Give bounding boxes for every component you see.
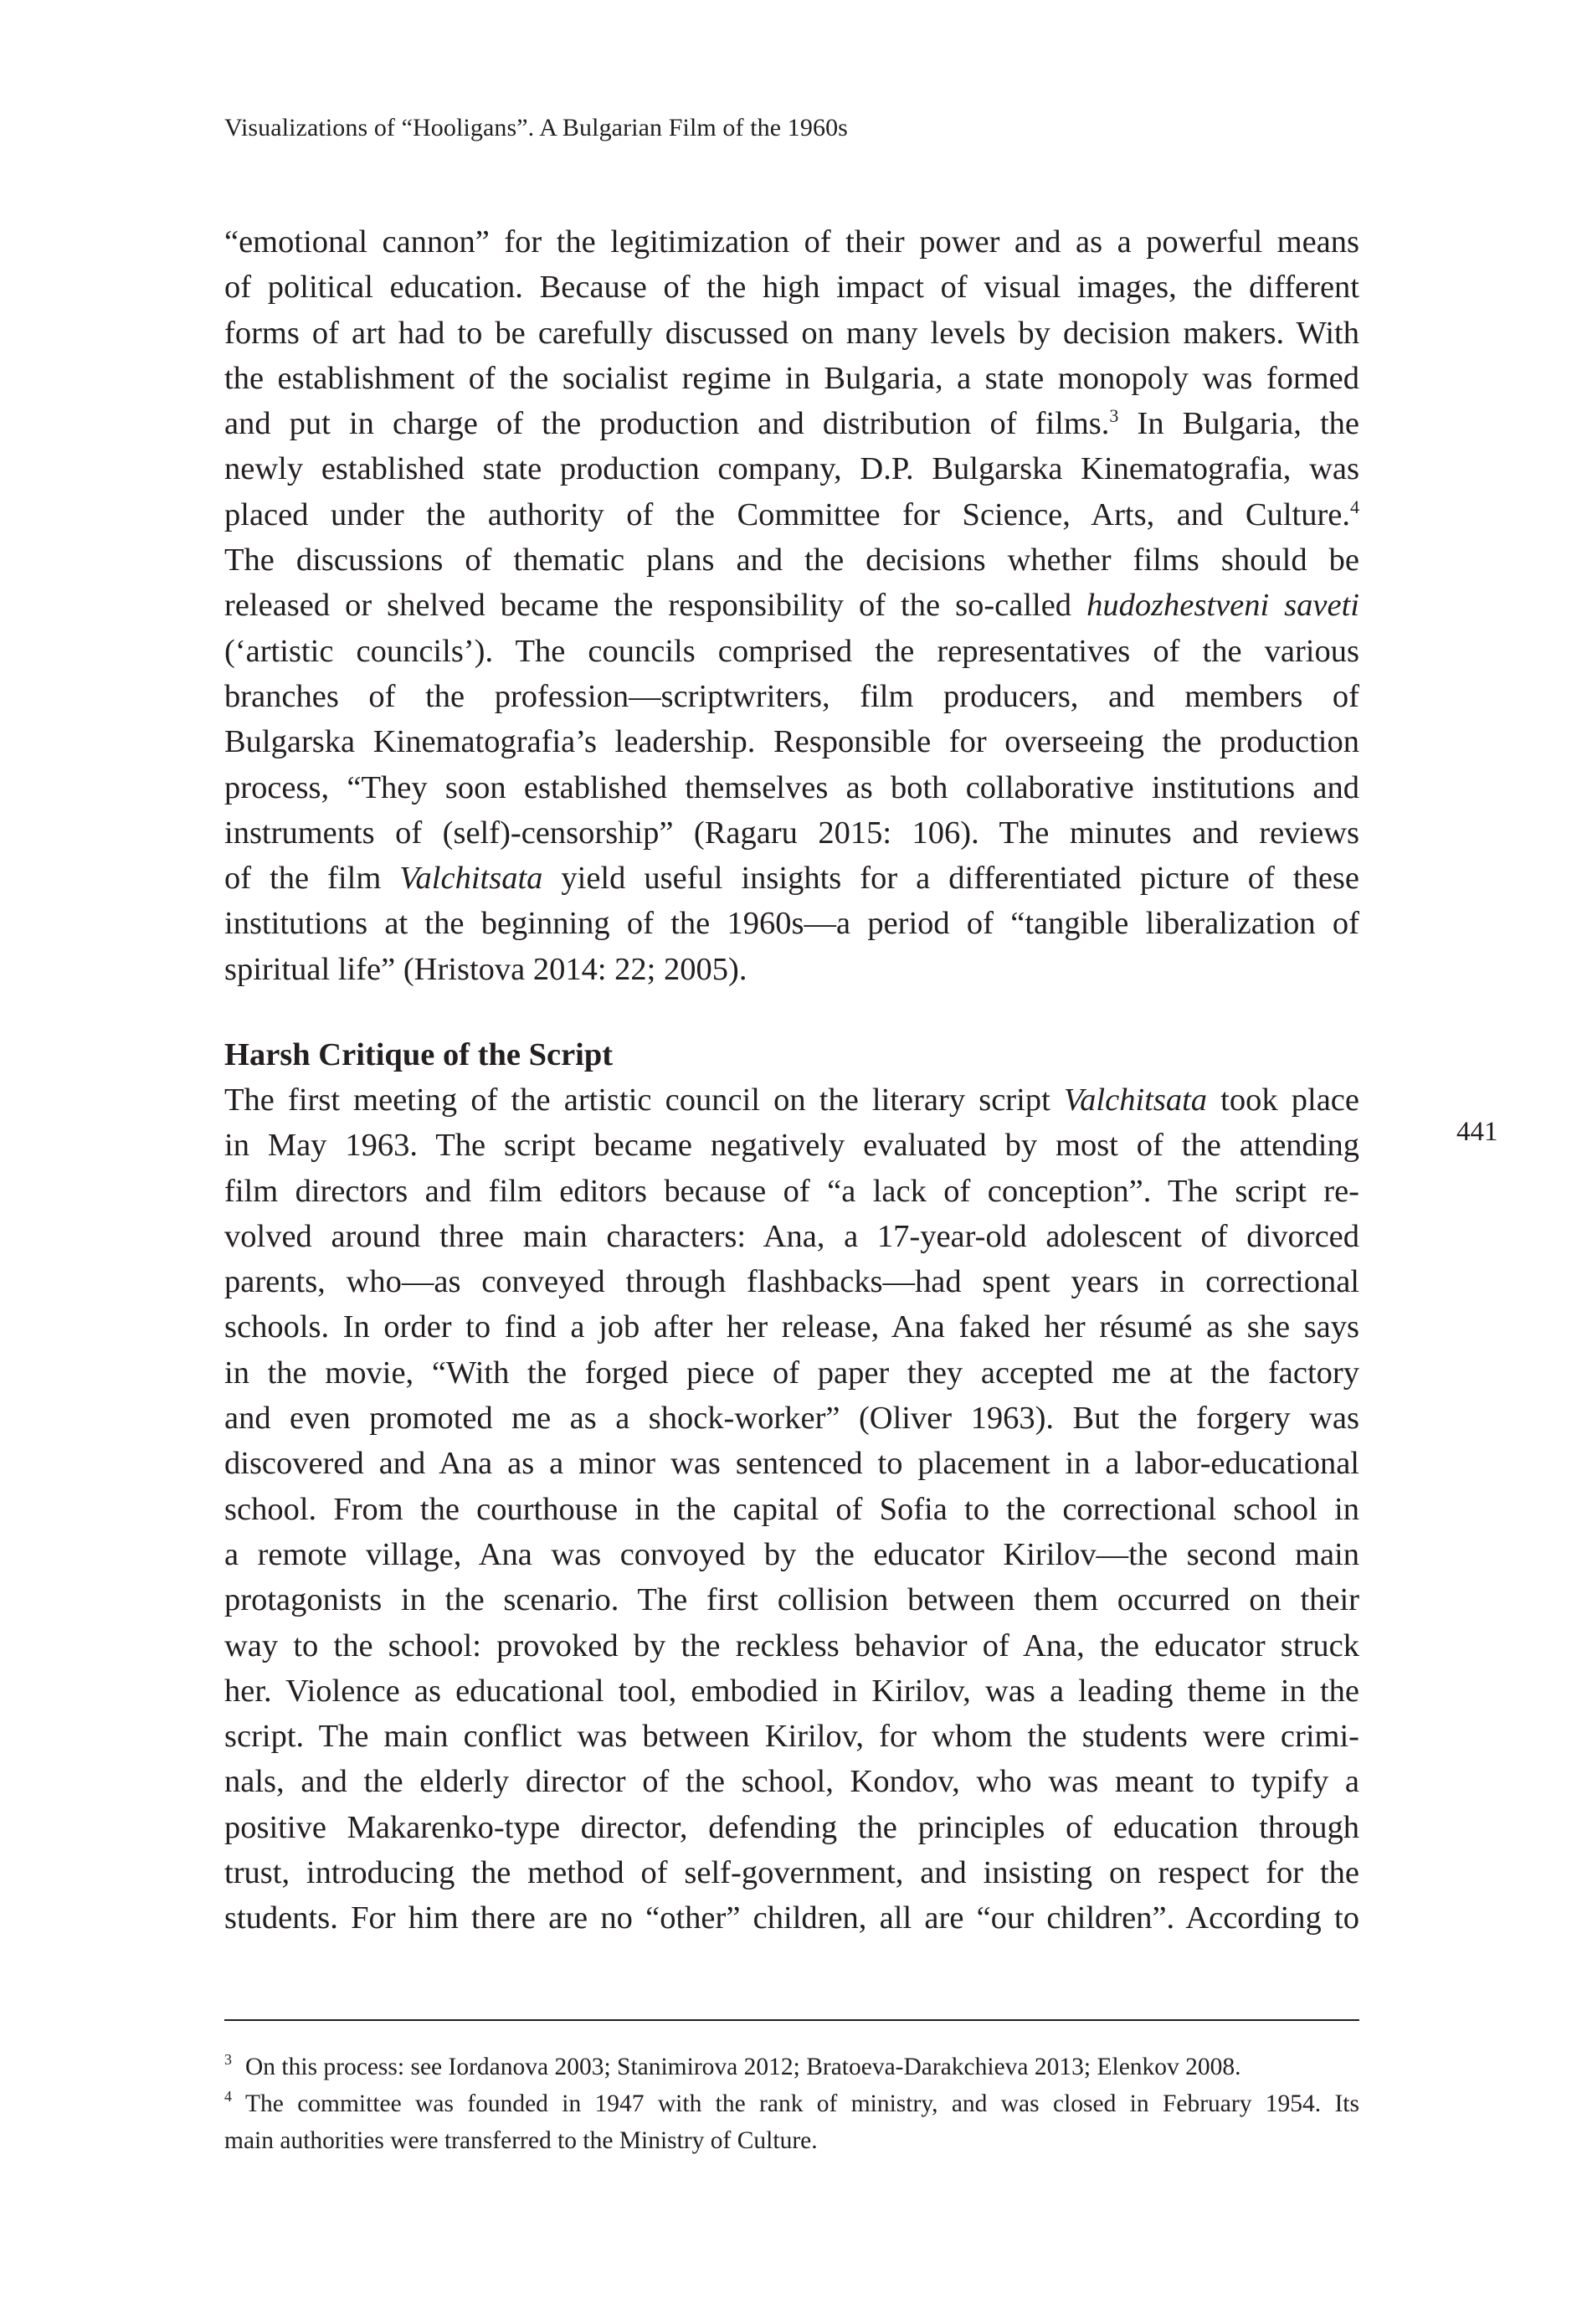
italic-term: hudozhestveni saveti [1086,588,1359,624]
text-line: nals, and the elderly director of the school, Kondov, who was meant to typify a [224,1764,1359,1800]
text-line: her. Violence as educational tool, embodied in Kirilov, was a leading theme in the [224,1673,1359,1709]
text-line: in the movie, “With the forged piece of paper they accepted me at the factory [224,1355,1359,1391]
text-line: protagonists in the scenario. The first collision between them occurred on their [224,1582,1359,1618]
body-paragraph-2 [224,1077,1359,1941]
body-paragraph-1 [224,219,1359,992]
text-line: film directors and film editors because of “a lack of conception”. The script re- [224,1173,1359,1209]
text-line: forms of art had to be carefully discussed on many levels by decision makers. With [224,315,1359,351]
text-segment: yield useful insights for a differentiated picture of these [542,861,1359,897]
text-line: instruments of (self)-censorship” (Ragaru 2015: 106). The minutes and reviews [224,815,1359,851]
text-line: way to the school: provoked by the reckless behavior of Ana, the educator struck [224,1627,1359,1663]
text-segment: placed under the authority of the Committee for Science, Arts, and Culture. [224,496,1350,532]
text-line: positive Makarenko-type director, defending the principles of education through [224,1809,1359,1845]
footnote-4 [224,2085,1359,2122]
footnote-number: 3 [224,2051,232,2068]
text-line [224,492,1359,537]
text-line: Bulgarska Kinematografia’s leadership. Responsible for overseeing the production [224,724,1359,760]
text-line: and even promoted me as a shock-worker” (Oliver 1963). But the forgery was [224,1401,1359,1437]
footnote-ref-4[interactable]: 4 [1350,496,1359,517]
italic-film-title: Valchitsata [1063,1082,1208,1118]
footnote-4-continuation: main authorities were transferred to the Ministry of Culture. [224,2127,818,2154]
text-line: script. The main conflict was between Kirilov, for whom the students were crimi- [224,1719,1359,1755]
text-segment: and put in charge of the production and distribution of films. [224,406,1110,442]
footnote-number: 4 [224,2088,232,2105]
footnote-text: On this process: see Iordanova 2003; Stanimirova 2012; Bratoeva-Darakchieva 2013; Elenkov 2008. [245,2054,1241,2080]
text-line [224,401,1359,446]
text-line: in May 1963. The script became negatively evaluated by most of the attending [224,1128,1359,1164]
text-line: process, “They soon established themselves as both collaborative institutions and [224,769,1359,805]
running-head-title: Visualizations of “Hooligans”. A Bulgarian Film of the 1960s [224,114,848,141]
section-heading: Harsh Critique of the Script [224,1037,614,1072]
footnote-ref-3[interactable]: 3 [1109,405,1119,427]
text-line: students. For him there are no “other” children, all are “our children”. According to [224,1900,1359,1936]
italic-film-title: Valchitsata [399,861,543,897]
text-segment: of the film [224,861,400,897]
text-segment: released or shelved became the responsibility of the so-called [224,588,1087,624]
text-line: institutions at the beginning of the 1960s—a period of “tangible liberalization of [224,906,1359,942]
text-line [224,1077,1359,1123]
text-line [224,856,1359,901]
footnote-text: The committee was founded in 1947 with the rank of ministry, and was closed in February 1954. Its [245,2090,1359,2117]
text-line: of political education. Because of the high impact of visual images, the different [224,270,1359,306]
text-line: parents, who—as conveyed through flashbacks—had spent years in correctional [224,1264,1359,1300]
text-line: a remote village, Ana was convoyed by the educator Kirilov—the second main [224,1536,1359,1572]
text-line: the establishment of the socialist regime in Bulgaria, a state monopoly was formed [224,360,1359,396]
text-segment: took place [1207,1082,1359,1118]
text-line: schools. In order to find a job after her release, Ana faked her résumé as she says [224,1309,1359,1345]
text-line [224,583,1359,628]
text-line: volved around three main characters: Ana, a 17-year-old adolescent of divorced [224,1218,1359,1254]
text-line: “emotional cannon” for the legitimization of their power and as a powerful means [224,224,1359,260]
text-line: school. From the courthouse in the capital of Sofia to the correctional school in [224,1491,1359,1527]
text-segment: The first meeting of the artistic council on the literary script [224,1082,1064,1118]
text-line: The discussions of thematic plans and the decisions whether films should be [224,542,1359,578]
text-line: discovered and Ana as a minor was sentenced to placement in a labor-educational [224,1446,1359,1482]
text-line: (‘artistic councils’). The councils comprised the representatives of the various [224,633,1359,669]
text-segment: In Bulgaria, the [1118,406,1359,442]
footnotes [224,2049,1359,2159]
text-line: spiritual life” (Hristova 2014: 22; 2005). [224,951,747,987]
text-line: branches of the profession—scriptwriters, film producers, and members of [224,678,1359,714]
footnote-divider [224,2019,1359,2021]
text-line: trust, introducing the method of self-government, and insisting on respect for the [224,1855,1359,1891]
footnote-3 [224,2049,1359,2085]
page-number: 441 [1456,1117,1498,1147]
text-line: newly established state production company, D.P. Bulgarska Kinematografia, was [224,451,1359,487]
